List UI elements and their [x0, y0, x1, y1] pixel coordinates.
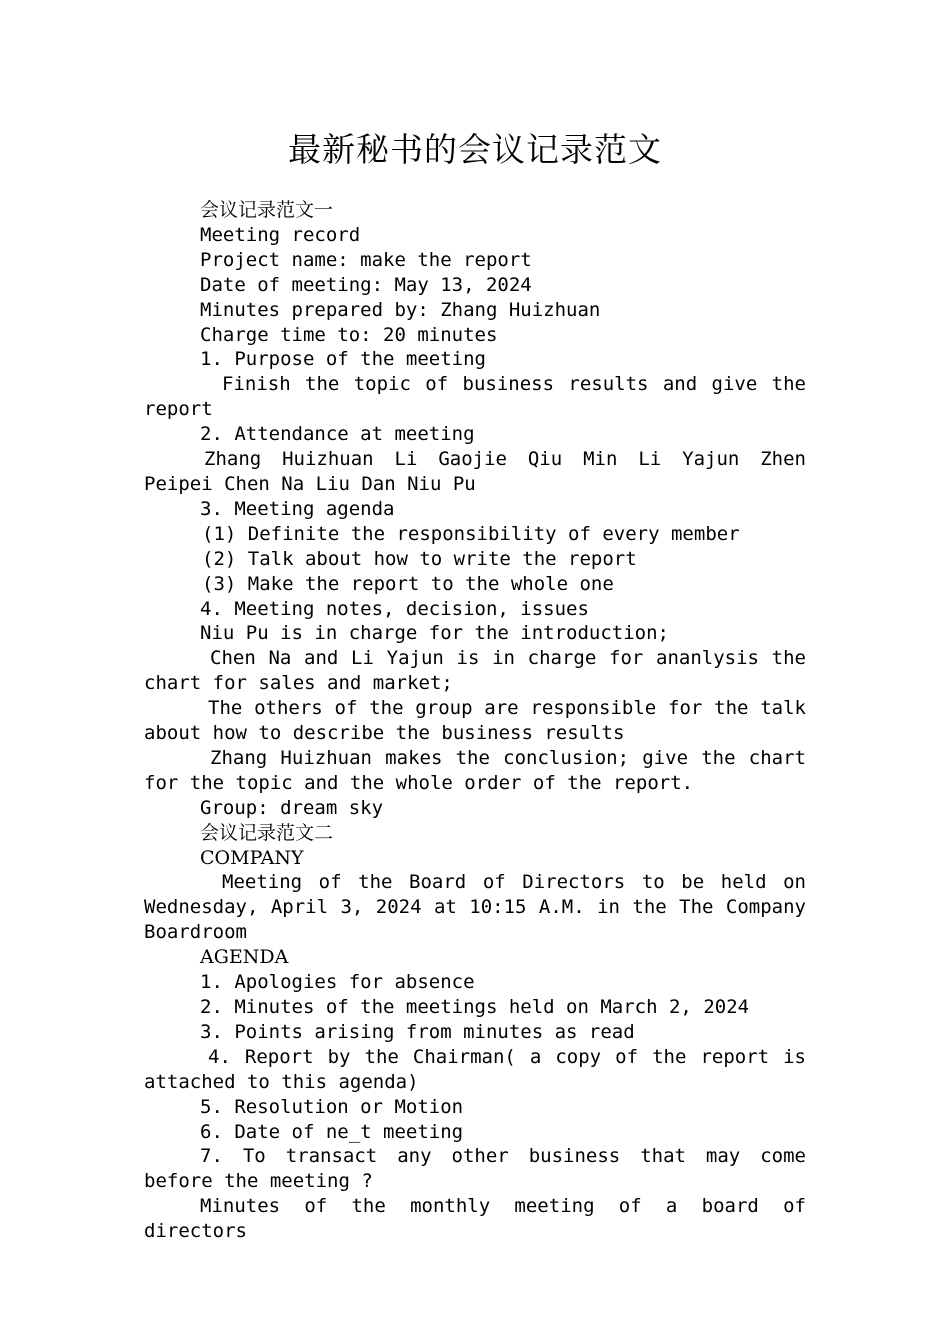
- paragraph: 4. Meeting notes, decision, issues: [200, 597, 589, 620]
- paragraph: Group: dream sky: [200, 796, 384, 819]
- paragraph: Charge time to: 20 minutes: [200, 323, 498, 346]
- paragraph: (3) Make the report to the whole one: [202, 572, 614, 595]
- paragraph: Zhang Huizhuan Li Gaojie Qiu Min Li Yajun Zhen Peipei Chen Na Liu Dan Niu Pu: [144, 448, 806, 495]
- paragraph: (2) Talk about how to write the report: [202, 547, 637, 570]
- paragraph: Project name: make the report: [200, 248, 532, 271]
- document-title: 最新秘书的会议记录范文: [288, 130, 662, 169]
- paragraph: 1. Apologies for absence: [200, 971, 475, 994]
- paragraph: AGENDA: [200, 946, 289, 969]
- paragraph: 2. Minutes of the meetings held on March 2, 2024: [200, 996, 750, 1018]
- paragraph: 1. Purpose of the meeting: [200, 348, 486, 371]
- paragraph: 3. Points arising from minutes as read: [200, 1020, 635, 1043]
- section-heading: 会议记录范文一: [200, 199, 334, 221]
- paragraph: 5. Resolution or Motion: [200, 1095, 464, 1118]
- paragraph: Meeting of the Board of Directors to be held on Wednesday, April 3, 2024 at 10:15 A.M. in the The Company Boardroom: [144, 871, 806, 944]
- paragraph: Date of meeting: May 13, 2024: [200, 273, 532, 296]
- paragraph: Meeting record: [200, 223, 361, 246]
- paragraph: 6. Date of ne_t meeting: [200, 1120, 464, 1143]
- document-body: [144, 198, 806, 1244]
- paragraph: COMPANY: [200, 846, 304, 869]
- paragraph: Zhang Huizhuan makes the conclusion; give the chart for the topic and the whole order of the report.: [144, 746, 806, 794]
- paragraph: Niu Pu is in charge for the introduction;: [200, 622, 669, 645]
- paragraph: 7. To transact any other business that may come before the meeting ?: [144, 1145, 806, 1193]
- paragraph: 2. Attendance at meeting: [200, 423, 475, 446]
- paragraph: Chen Na and Li Yajun is in charge for ananlysis the chart for sales and market;: [144, 647, 806, 695]
- paragraph: Minutes prepared by: Zhang Huizhuan: [200, 298, 601, 321]
- paragraph: The others of the group are responsible for the talk about how to describe the business results: [144, 697, 806, 745]
- paragraph: Finish the topic of business results and give the report: [144, 373, 806, 421]
- paragraph: 4. Report by the Chairman( a copy of the report is attached to this agenda): [144, 1045, 806, 1093]
- paragraph: (1) Definite the responsibility of every member: [202, 522, 740, 545]
- section-heading: 会议记录范文二: [200, 821, 334, 844]
- paragraph: 3. Meeting agenda: [200, 497, 395, 520]
- paragraph: Minutes of the monthly meeting of a board of directors: [144, 1195, 806, 1243]
